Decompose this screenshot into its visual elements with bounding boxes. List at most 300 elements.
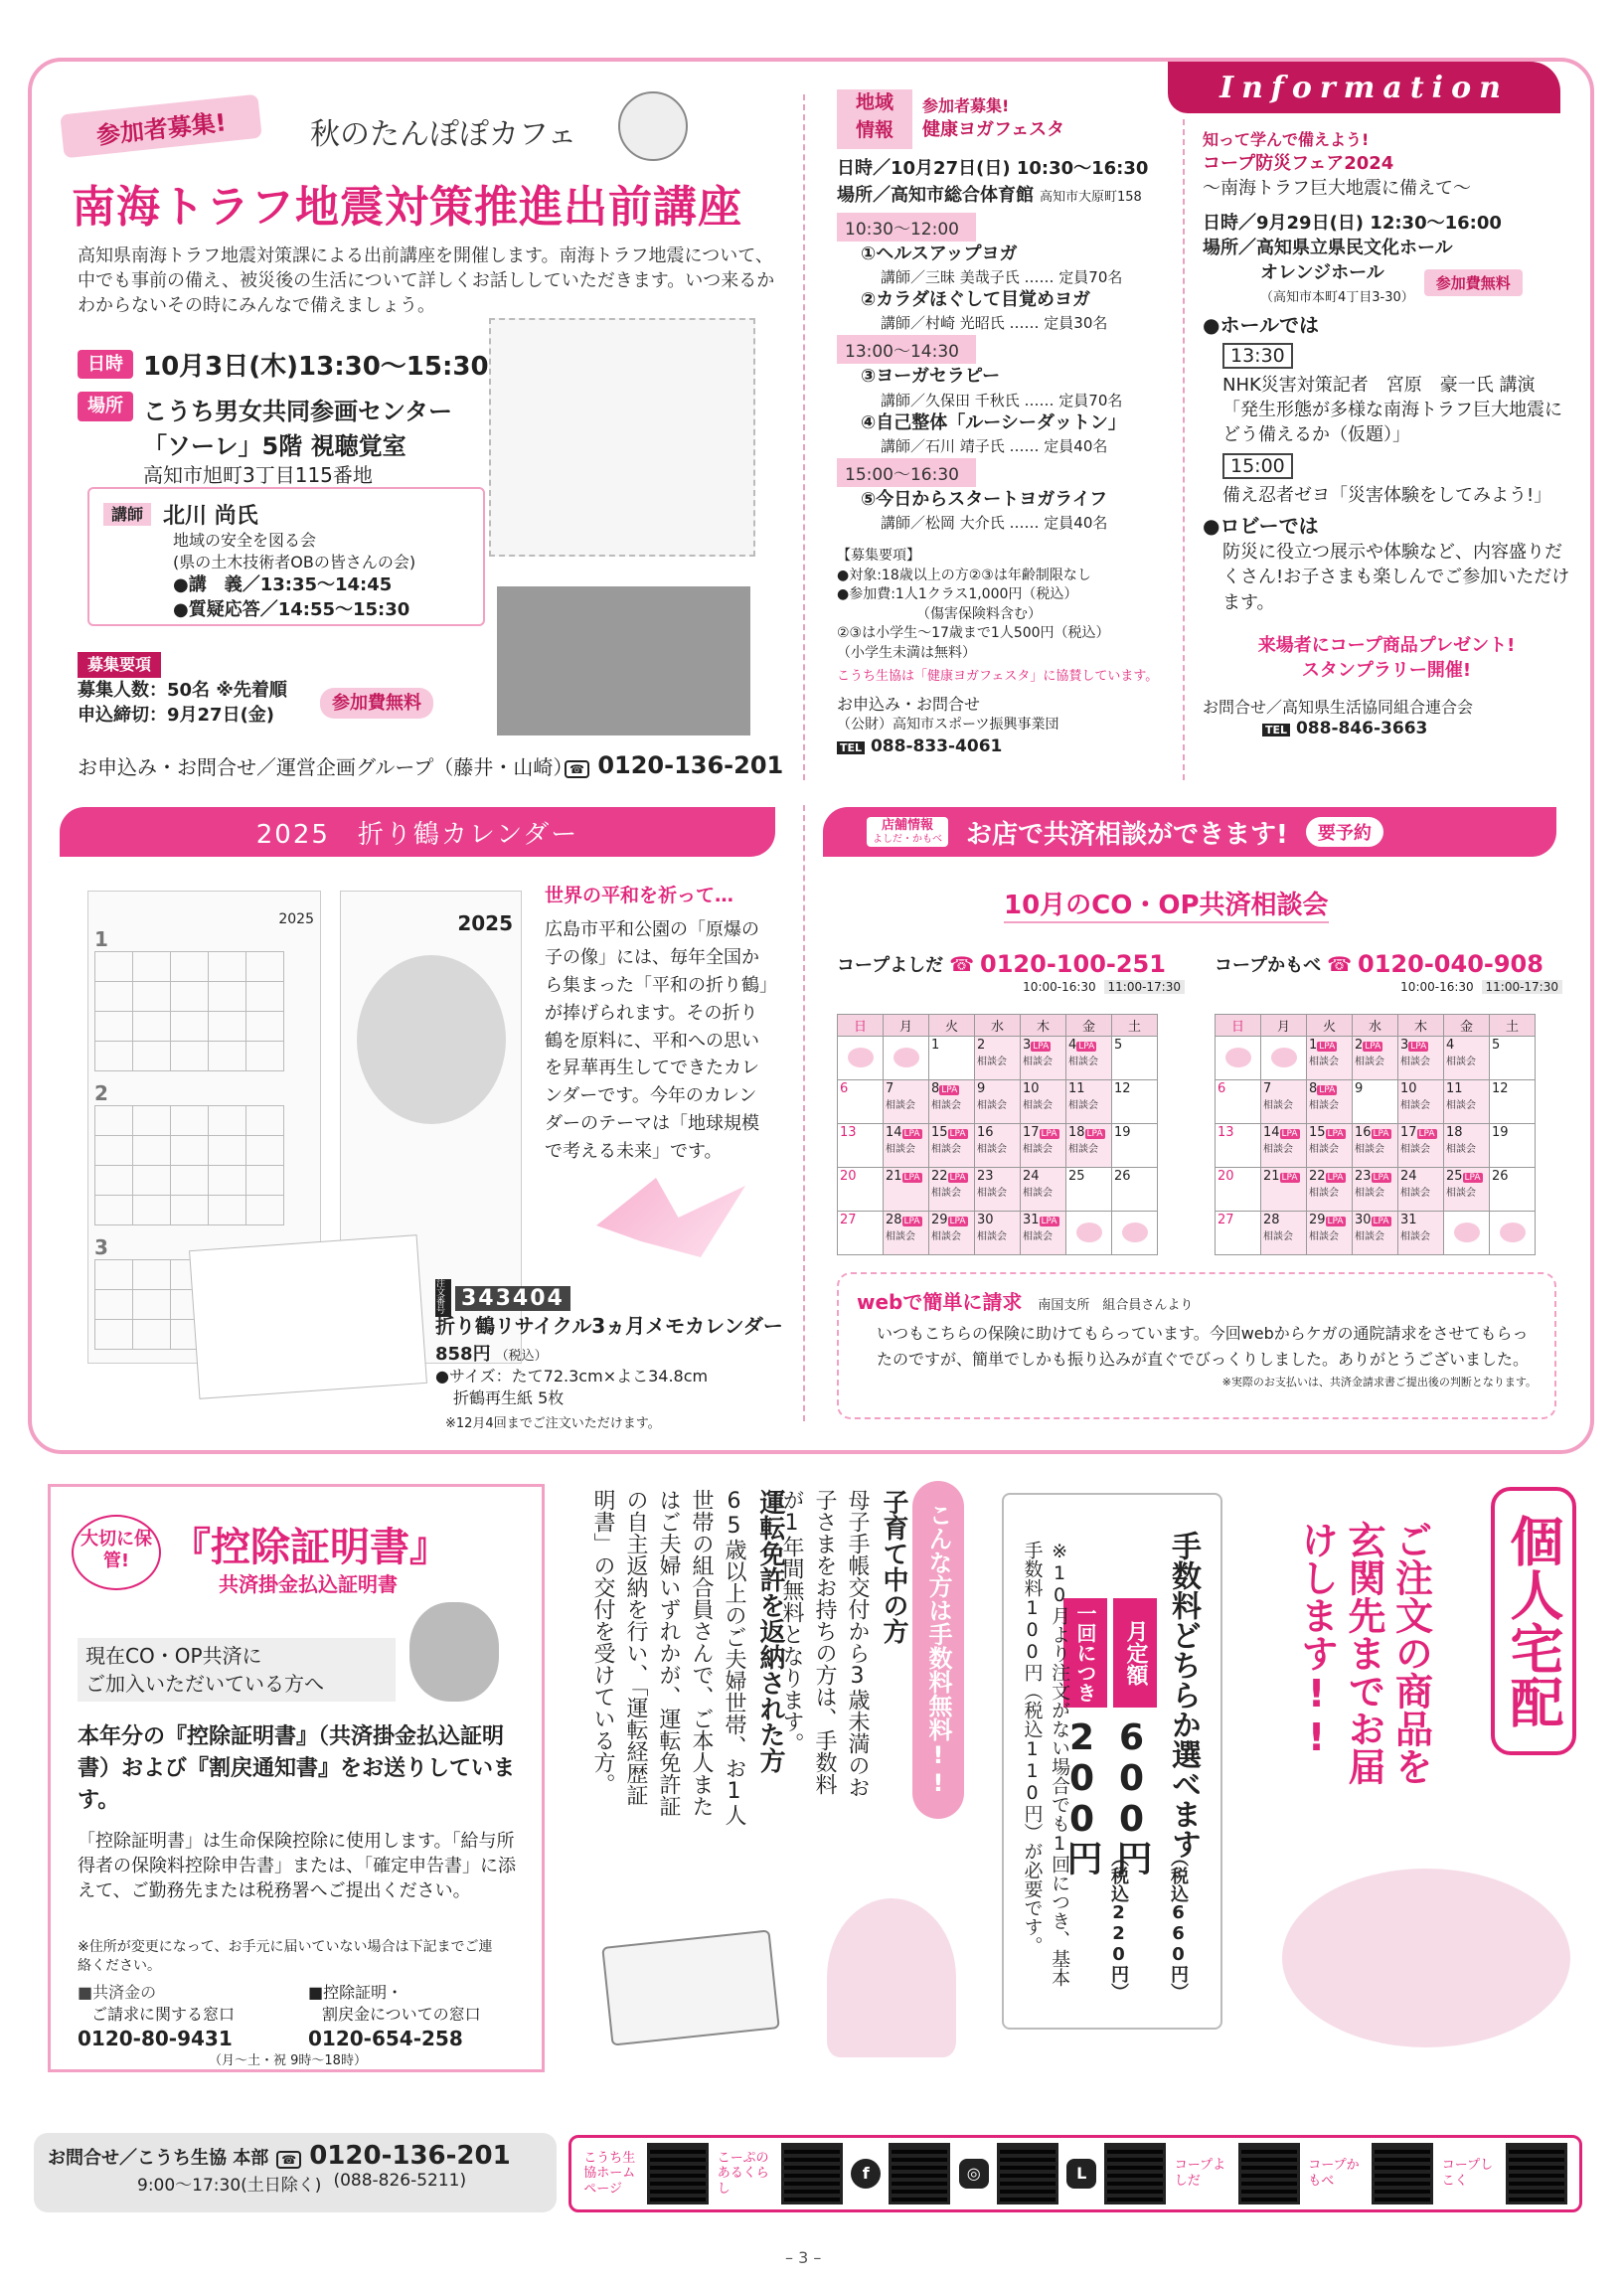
day-number: 15 — [931, 1125, 948, 1140]
calendar-day — [1261, 1080, 1307, 1124]
store-tag — [867, 817, 948, 846]
calendar-day — [1444, 1168, 1490, 1212]
calendar-day — [1112, 1080, 1158, 1124]
calendar-header-text: 2025 折り鶴カレンダー — [255, 819, 579, 850]
recruit-badge-text: 参加者募集! — [94, 107, 228, 150]
day-number: 6 — [1218, 1081, 1226, 1096]
yoga-place-row — [837, 183, 1142, 208]
day-number: 8 — [1309, 1081, 1318, 1096]
calendar-day — [1444, 1037, 1490, 1080]
calendar-day — [1490, 1037, 1536, 1080]
kojo-hours: （月〜土・祝 9時〜18時） — [209, 2053, 367, 2068]
calendar-day — [1066, 1124, 1112, 1168]
delivery-illustration — [1282, 1869, 1570, 2047]
store-hours2: 11:00-17:30 — [1104, 980, 1186, 994]
calendar-day — [975, 1212, 1021, 1255]
bousai-tel-number: 088-846-3663 — [1295, 718, 1428, 738]
consult-label: 相談会 — [1400, 1057, 1430, 1067]
calendar-day — [1066, 1212, 1112, 1255]
footer-tel: (088-826-5211) — [333, 2171, 467, 2191]
seminar-title: 南海トラフ地震対策推進出前講座 — [72, 182, 742, 233]
day-number: 25 — [1068, 1169, 1085, 1184]
yoga-tel — [837, 735, 1175, 759]
lpa-badge: LPA — [941, 1085, 958, 1095]
calendar-day — [1490, 1124, 1536, 1168]
lpa-badge: LPA — [1327, 1173, 1344, 1183]
day-number: 13 — [1218, 1125, 1234, 1140]
calendar-month-grid — [94, 1105, 284, 1225]
qr-label: こーぷのあるくらし — [717, 2150, 769, 2197]
calendar-day — [1490, 1080, 1536, 1124]
consult-label: 相談会 — [1068, 1100, 1098, 1111]
calendar-yoshida — [837, 1014, 1158, 1255]
bousai-place2: オレンジホール — [1260, 262, 1384, 284]
calendar-day — [1066, 1080, 1112, 1124]
weekday-header: 日 — [838, 1015, 884, 1037]
yoga-recruit: 参加者募集! — [922, 96, 1010, 115]
seminar-place2: 「ソーレ」5階 視聴覚室 — [143, 432, 406, 460]
calendar-day — [1353, 1212, 1398, 1255]
yoga-target: ●対象:18歳以上の方②③は年齢制限なし — [837, 567, 1091, 583]
yoga-tel-number: 088-833-4061 — [870, 735, 1003, 756]
calendar-day — [1021, 1212, 1066, 1255]
lecturer-org: 地域の安全を図る会 — [173, 531, 317, 550]
qr-code-icon[interactable] — [1506, 2143, 1567, 2204]
day-number: 15 — [1309, 1125, 1326, 1140]
day-number: 4 — [1446, 1038, 1455, 1053]
consult-label: 相談会 — [977, 1188, 1007, 1199]
lpa-badge: LPA — [949, 1173, 966, 1183]
weekday-header: 火 — [1307, 1015, 1353, 1037]
recruit-section — [78, 652, 287, 728]
day-number: 19 — [1492, 1125, 1509, 1140]
yoga-recruit-label: 【募集要項】 — [837, 548, 920, 564]
day-number: 30 — [977, 1213, 994, 1227]
consult-label: 相談会 — [1023, 1231, 1053, 1242]
consult-label: 相談会 — [1309, 1188, 1339, 1199]
deadline: 申込締切：9月27日(金) — [78, 704, 275, 726]
tel-icon: TEL — [837, 741, 865, 754]
kojo-title: 『控除証明書』 — [171, 1525, 449, 1570]
calendar-day — [1216, 1037, 1261, 1080]
bousai-title: コープ防災フェア2024 — [1203, 152, 1394, 174]
calendar-day — [1444, 1212, 1490, 1255]
calendar-day — [975, 1124, 1021, 1168]
weekday-header: 土 — [1490, 1015, 1536, 1037]
date-label: 日時 — [78, 350, 133, 379]
day-number: 18 — [1068, 1125, 1085, 1140]
calendar-month-grid — [94, 951, 284, 1071]
store-yoshida-info — [837, 950, 1185, 994]
seminar-contact: お申込み・お問合せ／運営企画グループ（藤井・山崎） — [78, 755, 573, 779]
store-tel: 0120-100-251 — [980, 950, 1166, 978]
kojo-lead1: 現在CO・OP共済に — [85, 1644, 262, 1668]
kojo-lead — [78, 1638, 396, 1702]
calendar-day — [1353, 1080, 1398, 1124]
kojo-contact2 — [308, 1982, 481, 2052]
facebook-icon: f — [851, 2159, 881, 2189]
bear-icon — [1122, 1223, 1148, 1242]
consult-label: 相談会 — [1446, 1100, 1476, 1111]
bear-icon — [1225, 1048, 1251, 1067]
footer-hours: 9:00〜17:30(土日除く) — [137, 2176, 322, 2196]
calendar-day — [1066, 1168, 1112, 1212]
seminar-place-row — [78, 392, 452, 489]
day-number: 30 — [1355, 1213, 1372, 1227]
bousai-time1-text: NHK災害対策記者 宮原 豪一氏 講演「発生形態が多様な南海トラフ巨大地震にどう備えるか（仮題）」 — [1222, 374, 1562, 445]
fee-per: 200円 — [1061, 1717, 1102, 1876]
place-label: 場所 — [78, 392, 133, 421]
yoga-session-time: 13:00〜14:30 — [837, 335, 976, 364]
weekday-header: 木 — [1398, 1015, 1444, 1037]
qr-code-icon[interactable] — [889, 2143, 950, 2204]
qr-label: コープよしだ — [1174, 2158, 1226, 2189]
day-number: 14 — [1263, 1125, 1280, 1140]
calendar-day — [929, 1168, 975, 1212]
bousai-tel — [1203, 719, 1570, 738]
lpa-badge: LPA — [1464, 1173, 1481, 1183]
day-number: 22 — [1309, 1169, 1326, 1184]
footer-phone: 0120-136-201 — [309, 2141, 511, 2171]
recruit-label: 募集要項 — [78, 652, 161, 678]
line-icon: L — [1066, 2159, 1096, 2189]
seminar-phone — [565, 751, 783, 779]
weekday-header: 月 — [884, 1015, 929, 1037]
day-number: 11 — [1446, 1081, 1463, 1096]
calendar-day — [1307, 1080, 1353, 1124]
store-tel: 0120-040-908 — [1358, 950, 1543, 978]
calendar-month: 3 — [94, 1235, 108, 1259]
day-number: 21 — [886, 1169, 902, 1184]
phone-icon: ☎ — [949, 952, 975, 976]
store-name: コープよしだ — [837, 955, 944, 976]
day-number: 31 — [1023, 1213, 1040, 1227]
bousai-hall: ●ホールでは — [1203, 312, 1320, 337]
day-number: 31 — [1400, 1213, 1417, 1227]
consult-label: 相談会 — [1446, 1144, 1476, 1155]
bear-icon — [1500, 1223, 1526, 1242]
day-number: 26 — [1492, 1169, 1509, 1184]
lpa-badge: LPA — [1327, 1217, 1344, 1226]
lpa-badge: LPA — [1365, 1042, 1381, 1052]
kojo-contact1 — [78, 1982, 235, 2052]
calendar-day — [1112, 1124, 1158, 1168]
kojin-text: ご注文の商品を玄関先までお届けします!! — [1294, 1521, 1433, 1785]
weekday-header: 水 — [1353, 1015, 1398, 1037]
kojo-note: ※住所が変更になって、お手元に届いていない場合は下記までご連絡ください。 — [78, 1939, 493, 1974]
calendar-day — [1261, 1168, 1307, 1212]
qr-item[interactable] — [1175, 2143, 1300, 2204]
consult-label: 相談会 — [1023, 1100, 1053, 1111]
globe-crane-illustration — [357, 955, 506, 1124]
day-number: 26 — [1114, 1169, 1131, 1184]
calendar-day — [1398, 1037, 1444, 1080]
consult-label: 相談会 — [1309, 1231, 1339, 1242]
seminar-date-row — [78, 346, 489, 383]
day-number: 19 — [1114, 1125, 1131, 1140]
free-dial-icon: ☎ — [565, 760, 589, 778]
store-hours1: 10:00-16:30 — [1400, 980, 1474, 994]
yoga-tag-2: 情報 — [855, 118, 893, 141]
qr-code-icon[interactable] — [1238, 2143, 1300, 2204]
calendar-day — [1216, 1212, 1261, 1255]
consult-title: お店で共済相談ができます! — [966, 819, 1288, 850]
calendar-day — [884, 1168, 929, 1212]
product-price: 858円 — [435, 1344, 491, 1365]
seminar-fee-badge: 参加費無料 — [320, 688, 433, 719]
qr-bar — [568, 2135, 1582, 2212]
calendar-day — [975, 1037, 1021, 1080]
lpa-badge: LPA — [903, 1129, 920, 1139]
calendar-day — [1021, 1168, 1066, 1212]
calendar-day — [884, 1212, 929, 1255]
yoga-class-teacher: 講師／石川 靖子氏 …… 定員40名 — [881, 436, 1108, 455]
tel-icon: TEL — [1262, 724, 1290, 736]
information-title: Information — [1219, 70, 1509, 105]
bear-icon — [893, 1048, 919, 1067]
day-number: 24 — [1400, 1169, 1417, 1184]
qr-item[interactable] — [1442, 2143, 1567, 2204]
day-number: 3 — [1023, 1038, 1032, 1053]
calendar-day — [1112, 1212, 1158, 1255]
instagram-icon: ◎ — [959, 2159, 989, 2189]
weekday-header: 金 — [1444, 1015, 1490, 1037]
qr-code-icon[interactable] — [1372, 2143, 1433, 2204]
lpa-badge: LPA — [903, 1173, 920, 1183]
bear-mascot-icon — [409, 1602, 499, 1702]
day-number: 12 — [1114, 1081, 1131, 1096]
weekday-header: 火 — [929, 1015, 975, 1037]
calendar-desc: 広島市平和公園の「原爆の子の像」には、毎年全国から集まった「平和の折り鶴」が捧げられます。その折り鶴を原料に、平和への思いを昇華再生してできたカレンダーです。今年のカレンダーのテーマは「地球規模で考える未来」です。 — [545, 919, 768, 1163]
product-price-row — [435, 1342, 548, 1367]
day-number: 21 — [1263, 1169, 1280, 1184]
consult-label: 相談会 — [1400, 1100, 1430, 1111]
lpa-badge: LPA — [1078, 1042, 1095, 1052]
calendar-day — [975, 1080, 1021, 1124]
yoga-tag-1: 地域 — [855, 91, 893, 113]
capacity: 募集人数：50名 ※先着順 — [78, 679, 287, 701]
calendar-day — [1307, 1124, 1353, 1168]
calendar-day — [1216, 1080, 1261, 1124]
consult-label: 相談会 — [1309, 1057, 1339, 1067]
calendar-day — [884, 1080, 929, 1124]
calendar-day — [1490, 1212, 1536, 1255]
day-number: 4 — [1068, 1038, 1077, 1053]
consult-label: 相談会 — [1263, 1144, 1293, 1155]
lecturer-box — [87, 487, 485, 626]
product-name: 折り鶴リサイクル3ヵ月メモカレンダー — [435, 1314, 783, 1338]
lecturer-name: 北川 尚氏 — [163, 504, 258, 529]
lpa-badge: LPA — [1319, 1042, 1336, 1052]
bousai-present1: 来場者にコープ商品プレゼント! — [1257, 634, 1516, 656]
calendar-day — [1444, 1080, 1490, 1124]
kosodate-text: 母子手帳交付から3歳未満のお子さまをお持ちの方は、手数料が1年間無料となります。 — [779, 1489, 870, 1798]
lpa-badge: LPA — [1281, 1173, 1298, 1183]
fee-per-label: 一回につき — [1063, 1598, 1107, 1708]
footer-contact-box — [34, 2133, 557, 2212]
yoga-place-addr: 高知市大原町158 — [1040, 190, 1142, 205]
web-note: ※実際のお支払いは、共済金請求書ご提出後の判断となります。 — [1221, 1376, 1537, 1389]
product-code: 343404 — [455, 1286, 570, 1311]
day-number: 23 — [977, 1169, 994, 1184]
calendar-day — [1444, 1124, 1490, 1168]
kojo-c2-label: ■控除証明・ — [308, 1983, 404, 2002]
qr-code-icon[interactable] — [997, 2143, 1058, 2204]
fee-monthly-tax: （税込660円） — [1168, 1849, 1189, 2001]
day-number: 28 — [1263, 1213, 1280, 1227]
day-number: 29 — [931, 1213, 948, 1227]
license-title: 運転免許を返納された方 — [755, 1489, 785, 1773]
calendar-day — [1216, 1124, 1261, 1168]
bear-icon — [1076, 1223, 1102, 1242]
day-number: 25 — [1446, 1169, 1463, 1184]
bousai-time2-text: 備え忍者ゼヨ「災害体験をしてみよう!」 — [1222, 485, 1552, 507]
lpa-badge: LPA — [1281, 1129, 1298, 1139]
calendar-day — [1398, 1124, 1444, 1168]
calendar-day — [929, 1080, 975, 1124]
calendar-kamobe — [1215, 1014, 1536, 1255]
calendar-body — [1216, 1037, 1536, 1255]
web-author: 南国支所 組合員さんより — [1038, 1298, 1194, 1313]
bousai-contact: お問合せ／高知県生活協同組合連合会 — [1203, 698, 1474, 718]
bear-icon — [848, 1048, 874, 1067]
weekday-header: 土 — [1112, 1015, 1158, 1037]
calendar-day — [1216, 1168, 1261, 1212]
divider-top-2 — [1183, 119, 1185, 780]
day-number: 24 — [1023, 1169, 1040, 1184]
seminar-phone-number: 0120-136-201 — [597, 751, 784, 779]
yoga-org: （公財）高知市スポーツ振興事業団 — [837, 717, 1059, 734]
store-name: コープかもべ — [1215, 955, 1322, 976]
day-number: 20 — [840, 1169, 857, 1184]
consult-label: 相談会 — [886, 1144, 915, 1155]
qr-item[interactable] — [583, 2143, 709, 2204]
consult-label: 相談会 — [931, 1100, 961, 1111]
kojo-subtitle: 共済掛金払込証明書 — [219, 1572, 398, 1596]
product-tax: （税込） — [495, 1349, 548, 1364]
yoga-class-name: ④自己整体「ルーシーダットン」 — [861, 411, 1126, 433]
calendar-header — [60, 807, 775, 857]
qa-time: ●質疑応答／14:55〜15:30 — [173, 599, 410, 621]
kojo-main: 本年分の『控除証明書』（共済掛金払込証明書）および『割戻通知書』をお送りしています。 — [78, 1724, 516, 1813]
bousai-sub: 知って学んで備えよう! — [1203, 130, 1370, 149]
qr-item[interactable] — [1308, 2143, 1433, 2204]
qr-item[interactable] — [1066, 2143, 1166, 2204]
yoga-fee: ●参加費:1人1クラス1,000円（税込） — [837, 586, 1078, 603]
code-label: 注文番号 — [435, 1279, 451, 1317]
yoga-session-time: 10:30〜12:00 — [837, 213, 976, 242]
weekday-header: 月 — [1261, 1015, 1307, 1037]
calendar-day — [884, 1037, 929, 1080]
calendar-day — [1021, 1124, 1066, 1168]
kojo-c2-label2: 割戻金についての窓口 — [322, 2004, 481, 2024]
day-number: 28 — [886, 1213, 902, 1227]
bousai-present2: スタンプラリー開催! — [1301, 660, 1472, 682]
qr-code-icon[interactable] — [647, 2143, 709, 2204]
consult-label: 相談会 — [1023, 1188, 1053, 1199]
calendar-year: 2025 — [278, 911, 314, 927]
calendar-day — [1398, 1080, 1444, 1124]
day-number: 3 — [1400, 1038, 1409, 1053]
yoga-tag — [837, 89, 912, 149]
calendar-day — [1066, 1037, 1112, 1080]
day-number: 20 — [1218, 1169, 1234, 1184]
lecture-time: ●講 義／13:35〜14:45 — [173, 574, 393, 596]
lpa-badge: LPA — [1418, 1129, 1435, 1139]
free-dial-icon: ☎ — [276, 2151, 301, 2169]
consult-label: 相談会 — [886, 1231, 915, 1242]
consult-label: 相談会 — [977, 1057, 1007, 1067]
bousai-time2: 15:00 — [1222, 453, 1293, 479]
lpa-badge: LPA — [1033, 1042, 1050, 1052]
kosodate-block — [775, 1489, 912, 1807]
consult-subtitle: 10月のCO・OP共済相談会 — [1004, 885, 1329, 923]
lpa-badge: LPA — [903, 1217, 920, 1226]
day-number: 16 — [1355, 1125, 1372, 1140]
qr-item[interactable] — [851, 2143, 950, 2204]
consult-label: 相談会 — [977, 1231, 1007, 1242]
kojo-c2-tel: 0120-654-258 — [308, 2027, 463, 2051]
consult-label: 相談会 — [1263, 1100, 1293, 1111]
license-block — [586, 1489, 789, 1827]
seminar-place1: こうち男女共同参画センター — [143, 398, 453, 425]
yoga-recruit-info — [837, 547, 1175, 759]
lpa-badge: LPA — [1319, 1085, 1336, 1095]
fee-per-tax: （税込220円） — [1108, 1849, 1129, 2001]
fee-monthly: 600円 — [1111, 1717, 1152, 1876]
yoga-class-teacher: 講師／久保田 千秋氏 …… 定員70名 — [881, 391, 1123, 409]
lpa-badge: LPA — [1041, 1129, 1057, 1139]
day-number: 1 — [1309, 1038, 1318, 1053]
yoga-class-teacher: 講師／松岡 大介氏 …… 定員40名 — [881, 513, 1108, 532]
lpa-badge: LPA — [1410, 1042, 1427, 1052]
consult-label: 相談会 — [1023, 1144, 1053, 1155]
yoga-title: 健康ヨガフェスタ — [922, 119, 1065, 140]
qr-code-icon[interactable] — [1104, 2143, 1166, 2204]
yoga-class-name: ③ヨーガセラピー — [861, 366, 1001, 388]
qr-code-icon[interactable] — [781, 2143, 843, 2204]
day-number: 7 — [1263, 1081, 1272, 1096]
yoga-date: 日時／10月27日(日) 10:30〜16:30 — [837, 158, 1149, 179]
yoga-class-teacher: 講師／三昧 美哉子氏 …… 定員70名 — [881, 268, 1123, 287]
yoga-cooperation: こうち生協は「健康ヨガフェスタ」に協賛しています。 — [837, 668, 1159, 684]
qr-item[interactable] — [718, 2143, 843, 2204]
kojin-title: 個人宅配 — [1491, 1487, 1576, 1755]
consult-label: 相談会 — [1023, 1057, 1053, 1067]
day-number: 10 — [1023, 1081, 1040, 1096]
weekday-header: 木 — [1021, 1015, 1066, 1037]
yoga-session-time: 15:00〜16:30 — [837, 458, 976, 487]
bousai-time1: 13:30 — [1222, 343, 1293, 369]
day-number: 9 — [1355, 1081, 1364, 1096]
bousai-lobby: ●ロビーでは — [1203, 514, 1319, 539]
calendar-month: 1 — [94, 927, 108, 951]
calendar-day — [1398, 1168, 1444, 1212]
lpa-badge: LPA — [1373, 1173, 1389, 1183]
day-number: 17 — [1023, 1125, 1040, 1140]
calendar-cover-year: 2025 — [457, 911, 513, 935]
consult-label: 相談会 — [931, 1144, 961, 1155]
consult-label: 相談会 — [1446, 1057, 1476, 1067]
footer-contact-label: お問合せ／こうち生協 本部 — [48, 2148, 269, 2169]
yoga-class-teacher: 講師／村崎 光昭氏 …… 定員30名 — [881, 314, 1108, 333]
qr-item[interactable] — [959, 2143, 1058, 2204]
calendar-day — [929, 1124, 975, 1168]
calendar-day — [838, 1080, 884, 1124]
consult-label: 相談会 — [1400, 1144, 1430, 1155]
fee-title: 手数料どちらか選べます — [1166, 1531, 1201, 1859]
product-note: ※12月4回までご注文いただけます。 — [445, 1416, 661, 1431]
